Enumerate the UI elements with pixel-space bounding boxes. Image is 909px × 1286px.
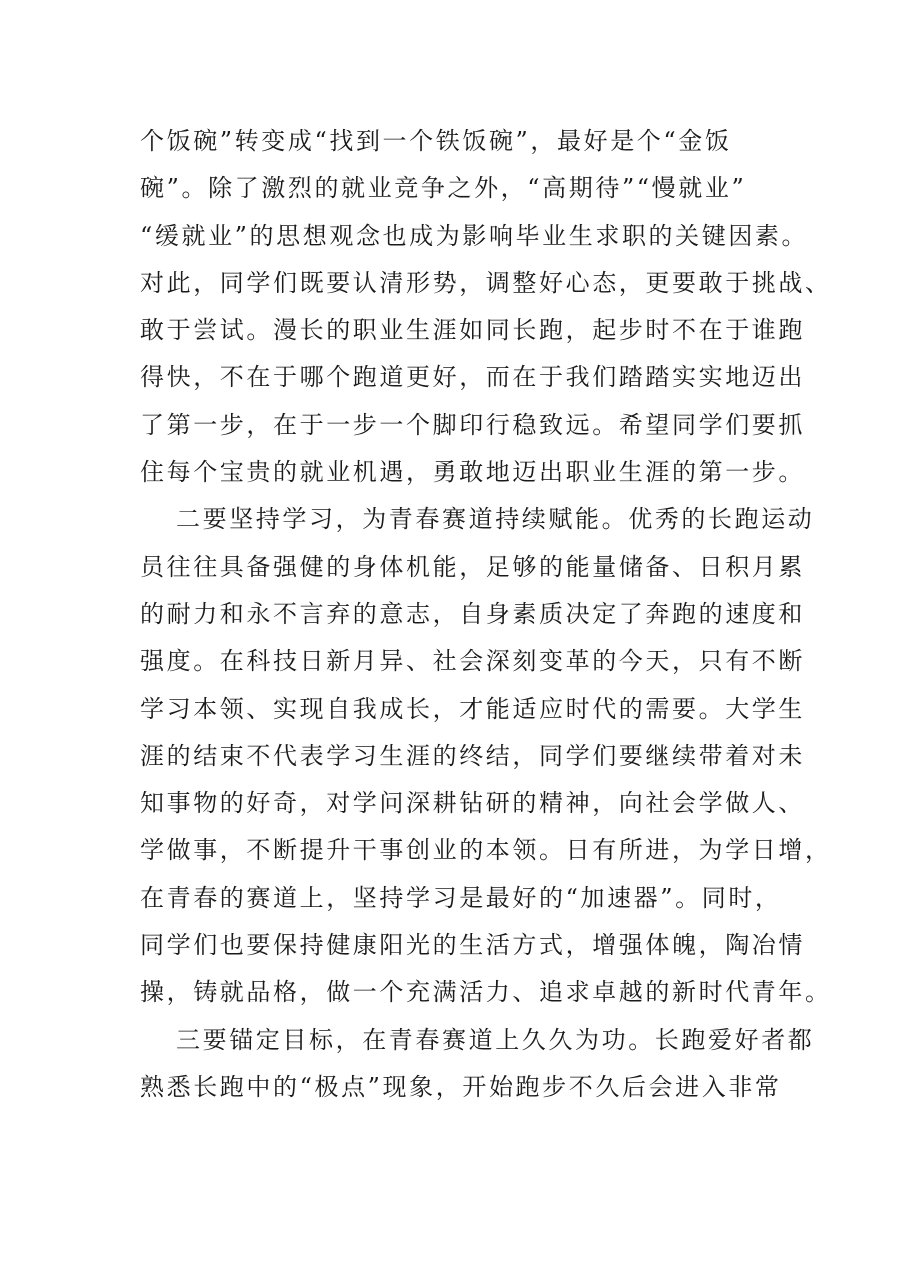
text-line: 的耐力和永不言弃的意志，自身素质决定了奔跑的速度和 [140, 599, 805, 628]
text-line: 知事物的好奇，对学问深耕钻研的精神，向社会学做人、 [140, 789, 805, 818]
text-line: 敢于尝试。漫长的职业生涯如同长跑，起步时不在于谁跑 [140, 316, 805, 345]
text-line: 碗”。除了激烈的就业竞争之外，“高期待”“慢就业” [140, 174, 747, 203]
text-line: 涯的结束不代表学习生涯的终结，同学们要继续带着对未 [140, 741, 805, 770]
text-line: 对此，同学们既要认清形势，调整好心态，更要敢于挑战、 [140, 268, 832, 297]
text-line: 了第一步，在于一步一个脚印行稳致远。希望同学们要抓 [140, 410, 805, 439]
text-line: 学做事，不断提升干事创业的本领。日有所进，为学日增， [140, 836, 832, 865]
text-line: 个饭碗”转变成“找到一个铁饭碗”，最好是个“金饭 [140, 127, 732, 155]
paragraph-start-line: 三要锚定目标，在青春赛道上久久为功。长跑爱好者都 [176, 1025, 815, 1054]
text-line: 同学们也要保持健康阳光的生活方式，增强体魄，陶冶情 [140, 931, 805, 960]
paragraph-start-line: 二要坚持学习，为青春赛道持续赋能。优秀的长跑运动 [176, 505, 815, 534]
text-line: 住每个宝贵的就业机遇，勇敢地迈出职业生涯的第一步。 [140, 458, 805, 487]
body-text [140, 118, 832, 1111]
text-line: 在青春的赛道上，坚持学习是最好的“加速器”。同时， [140, 883, 782, 912]
text-line: 熟悉长跑中的“极点”现象，开始跑步不久后会进入非常 [140, 1072, 782, 1101]
text-line: 强度。在科技日新月异、社会深刻变革的今天，只有不断 [140, 647, 805, 676]
text-line: “缓就业”的思想观念也成为影响毕业生求职的关键因素。 [140, 221, 809, 250]
text-line: 操，铸就品格，做一个充满活力、追求卓越的新时代青年。 [140, 978, 832, 1007]
text-line: 学习本领、实现自我成长，才能适应时代的需要。大学生 [140, 694, 805, 723]
text-line: 员往往具备强健的身体机能，足够的能量储备、日积月累 [140, 552, 805, 581]
text-line: 得快，不在于哪个跑道更好，而在于我们踏踏实实地迈出 [140, 363, 805, 392]
